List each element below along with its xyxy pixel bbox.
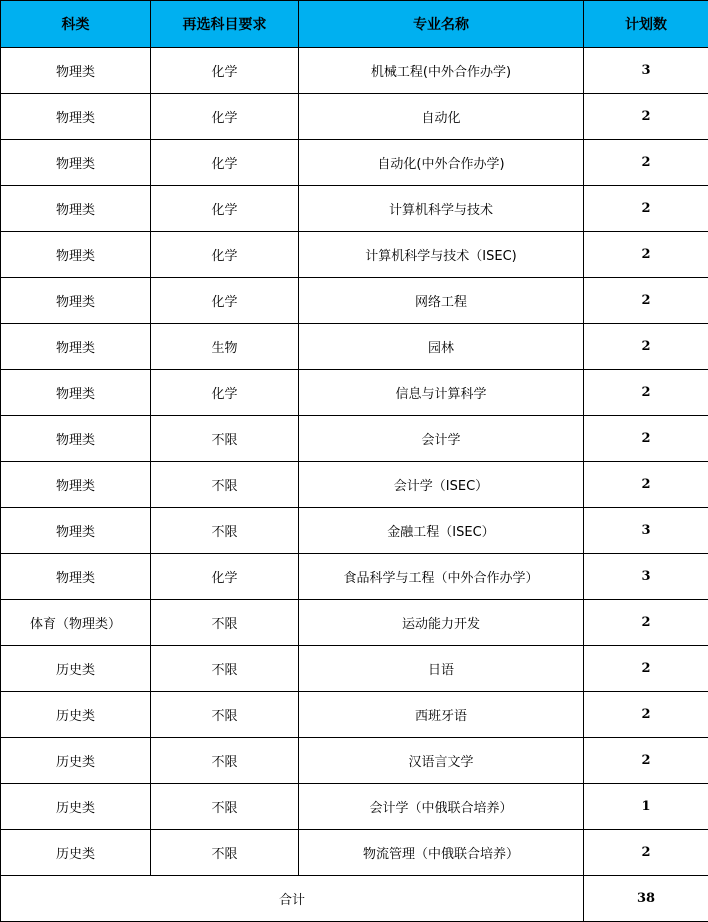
cell-subject-requirement: 不限: [151, 600, 299, 646]
table-row: [1, 186, 708, 232]
cell-major-name: 运动能力开发: [299, 600, 584, 646]
cell-major-name: 汉语言文学: [299, 738, 584, 784]
cell-major-name: 计算机科学与技术（ISEC): [299, 232, 584, 278]
table-row: [1, 140, 708, 186]
table-row: [1, 600, 708, 646]
cell-category: 历史类: [1, 692, 151, 738]
table-body: [1, 48, 708, 922]
cell-category: 物理类: [1, 416, 151, 462]
cell-category: 历史类: [1, 738, 151, 784]
cell-subject-requirement: 化学: [151, 554, 299, 600]
cell-category: 物理类: [1, 278, 151, 324]
cell-major-name: 机械工程(中外合作办学): [299, 48, 584, 94]
total-value: 38: [584, 876, 708, 922]
cell-major-name: 西班牙语: [299, 692, 584, 738]
cell-major-name: 自动化: [299, 94, 584, 140]
cell-plan-count: 2: [584, 462, 708, 508]
cell-subject-requirement: 化学: [151, 232, 299, 278]
table-row: [1, 324, 708, 370]
cell-plan-count: 3: [584, 508, 708, 554]
cell-category: 物理类: [1, 370, 151, 416]
table-header: [1, 1, 708, 48]
cell-major-name: 金融工程（ISEC）: [299, 508, 584, 554]
cell-plan-count: 3: [584, 48, 708, 94]
cell-category: 物理类: [1, 186, 151, 232]
cell-subject-requirement: 不限: [151, 416, 299, 462]
cell-major-name: 网络工程: [299, 278, 584, 324]
cell-category: 物理类: [1, 462, 151, 508]
cell-major-name: 信息与计算科学: [299, 370, 584, 416]
cell-plan-count: 2: [584, 738, 708, 784]
cell-subject-requirement: 化学: [151, 48, 299, 94]
cell-subject-requirement: 化学: [151, 140, 299, 186]
header-subject-requirement: 再选科目要求: [151, 1, 299, 48]
total-label: 合计: [1, 876, 584, 922]
cell-subject-requirement: 不限: [151, 462, 299, 508]
cell-major-name: 自动化(中外合作办学): [299, 140, 584, 186]
table-row: [1, 462, 708, 508]
cell-major-name: 园林: [299, 324, 584, 370]
table-row: [1, 94, 708, 140]
table-row: [1, 48, 708, 94]
cell-subject-requirement: 不限: [151, 830, 299, 876]
cell-major-name: 食品科学与工程（中外合作办学）: [299, 554, 584, 600]
cell-major-name: 物流管理（中俄联合培养）: [299, 830, 584, 876]
header-category: 科类: [1, 1, 151, 48]
cell-subject-requirement: 不限: [151, 646, 299, 692]
cell-subject-requirement: 化学: [151, 94, 299, 140]
cell-category: 物理类: [1, 554, 151, 600]
cell-plan-count: 2: [584, 600, 708, 646]
cell-category: 物理类: [1, 232, 151, 278]
table-row: [1, 278, 708, 324]
cell-plan-count: 2: [584, 232, 708, 278]
cell-subject-requirement: 化学: [151, 186, 299, 232]
cell-category: 物理类: [1, 94, 151, 140]
cell-plan-count: 2: [584, 692, 708, 738]
cell-category: 历史类: [1, 830, 151, 876]
cell-plan-count: 2: [584, 140, 708, 186]
cell-plan-count: 2: [584, 370, 708, 416]
cell-plan-count: 2: [584, 94, 708, 140]
cell-plan-count: 1: [584, 784, 708, 830]
cell-subject-requirement: 化学: [151, 370, 299, 416]
cell-plan-count: 2: [584, 830, 708, 876]
table-row: [1, 416, 708, 462]
cell-major-name: 会计学（中俄联合培养）: [299, 784, 584, 830]
cell-category: 物理类: [1, 324, 151, 370]
cell-category: 历史类: [1, 784, 151, 830]
cell-major-name: 日语: [299, 646, 584, 692]
table-row: [1, 508, 708, 554]
total-row: [1, 876, 708, 922]
table-row: [1, 830, 708, 876]
table-row: [1, 554, 708, 600]
table-row: [1, 646, 708, 692]
cell-major-name: 计算机科学与技术: [299, 186, 584, 232]
cell-category: 物理类: [1, 508, 151, 554]
cell-major-name: 会计学: [299, 416, 584, 462]
header-row: [1, 1, 708, 48]
cell-category: 物理类: [1, 140, 151, 186]
cell-plan-count: 2: [584, 646, 708, 692]
cell-subject-requirement: 不限: [151, 692, 299, 738]
table-row: [1, 692, 708, 738]
cell-category: 历史类: [1, 646, 151, 692]
cell-subject-requirement: 化学: [151, 278, 299, 324]
header-major-name: 专业名称: [299, 1, 584, 48]
cell-subject-requirement: 不限: [151, 784, 299, 830]
table-row: [1, 370, 708, 416]
table-row: [1, 784, 708, 830]
header-plan-count: 计划数: [584, 1, 708, 48]
cell-plan-count: 3: [584, 554, 708, 600]
cell-plan-count: 2: [584, 416, 708, 462]
cell-subject-requirement: 不限: [151, 508, 299, 554]
cell-plan-count: 2: [584, 324, 708, 370]
cell-plan-count: 2: [584, 186, 708, 232]
table-row: [1, 738, 708, 784]
table-row: [1, 232, 708, 278]
cell-category: 体育（物理类）: [1, 600, 151, 646]
cell-subject-requirement: 生物: [151, 324, 299, 370]
cell-subject-requirement: 不限: [151, 738, 299, 784]
cell-major-name: 会计学（ISEC）: [299, 462, 584, 508]
cell-plan-count: 2: [584, 278, 708, 324]
cell-category: 物理类: [1, 48, 151, 94]
